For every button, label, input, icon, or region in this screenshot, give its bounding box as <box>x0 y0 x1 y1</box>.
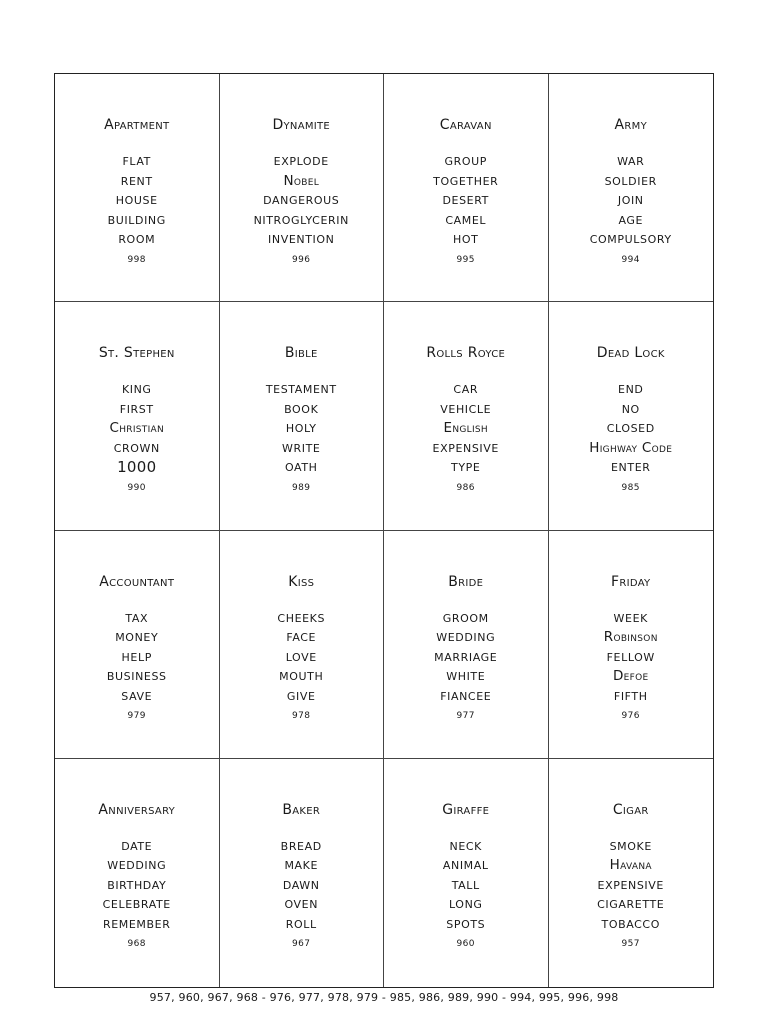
card-word: GROUP <box>444 155 487 168</box>
card-title: Kiss <box>288 573 315 590</box>
card-word: VEHICLE <box>440 402 492 416</box>
word-card <box>220 74 385 302</box>
card-word: SMOKE <box>609 839 652 853</box>
card-word: WEDDING <box>436 631 496 644</box>
card-word: MARRIAGE <box>434 650 498 664</box>
card-title: Dynamite <box>272 117 331 133</box>
word-card <box>220 302 385 530</box>
card-number: 978 <box>292 711 311 721</box>
card-word: TYPE <box>451 461 481 475</box>
card-word: Nobel <box>283 172 320 189</box>
card-word: CELEBRATE <box>102 898 171 912</box>
card-word: WEEK <box>613 611 648 625</box>
card-word: FACE <box>286 631 317 644</box>
card-title: St. Stephen <box>98 345 175 362</box>
card-number: 990 <box>127 482 146 493</box>
card-title: Apartment <box>104 117 170 133</box>
card-word: ROLL <box>285 917 317 931</box>
card-word: COMPULSORY <box>589 233 672 246</box>
card-number: 985 <box>621 482 640 493</box>
card-title: Friday <box>611 573 651 590</box>
card-word: CHEEKS <box>277 611 326 625</box>
card-word: END <box>618 383 644 397</box>
card-word: CLOSED <box>606 422 655 436</box>
card-number: 989 <box>292 482 311 493</box>
word-card <box>55 74 220 302</box>
card-word-list <box>108 152 166 250</box>
card-word-list <box>597 837 664 935</box>
card-word: MONEY <box>115 631 159 644</box>
card-word-list <box>434 609 497 707</box>
card-number: 979 <box>127 711 146 721</box>
card-word: SAVE <box>121 689 153 703</box>
card-word-list <box>604 609 658 707</box>
card-word: DANGEROUS <box>263 194 340 207</box>
word-card <box>549 531 714 759</box>
card-word: NO <box>621 402 640 416</box>
card-word: ANIMAL <box>442 859 489 873</box>
card-word: WHITE <box>446 670 486 683</box>
card-word: CROWN <box>113 441 160 455</box>
word-card <box>549 302 714 530</box>
card-word: DATE <box>121 839 153 853</box>
card-number: 996 <box>292 254 311 265</box>
card-word-list <box>433 152 498 250</box>
card-word: DAWN <box>282 878 320 892</box>
card-word: AGE <box>618 213 644 227</box>
footer-number-list: 957, 960, 967, 968 - 976, 977, 978, 979 - 985, 986, 989, 990 - 994, 995, 996, 998 <box>149 991 619 1004</box>
card-word: TESTAMENT <box>265 383 337 397</box>
card-number: 976 <box>621 711 640 721</box>
card-word: JOIN <box>617 194 644 207</box>
card-word: SOLDIER <box>604 174 657 188</box>
card-title: Dead Lock <box>596 345 665 362</box>
card-word: KING <box>121 383 152 397</box>
card-word: INVENTION <box>268 233 335 246</box>
card-word: LONG <box>448 898 483 912</box>
card-word: WAR <box>617 155 645 168</box>
word-card <box>220 531 385 759</box>
card-word: DESERT <box>442 194 489 207</box>
card-word: REMEMBER <box>103 917 171 931</box>
card-word-list <box>107 609 167 707</box>
card-word: FIANCEE <box>440 689 492 703</box>
card-word: MAKE <box>284 859 319 873</box>
card-word: FLAT <box>122 155 151 168</box>
card-word-list <box>109 380 164 478</box>
card-word-list <box>103 837 171 935</box>
card-word: WRITE <box>282 441 321 455</box>
card-word: OVEN <box>284 898 319 912</box>
word-card <box>384 531 549 759</box>
card-title: Anniversary <box>98 801 176 818</box>
card-word: FIFTH <box>613 689 648 703</box>
card-grid <box>54 73 714 988</box>
card-word: EXPENSIVE <box>432 441 499 455</box>
card-word: NITROGLYCERIN <box>253 213 349 227</box>
card-word: HELP <box>121 650 152 664</box>
card-title: Rolls Royce <box>426 345 506 362</box>
card-word: EXPENSIVE <box>597 878 664 892</box>
card-word: TOBACCO <box>601 917 660 931</box>
card-word: Robinson <box>603 629 658 645</box>
card-title: Accountant <box>99 573 175 590</box>
card-number: 968 <box>127 939 146 950</box>
card-word-list <box>433 380 499 478</box>
card-title: Bible <box>284 345 318 362</box>
word-card <box>55 531 220 759</box>
card-word: CIGARETTE <box>597 898 665 912</box>
word-card <box>384 302 549 530</box>
card-word: WEDDING <box>107 859 167 873</box>
card-word-list <box>281 837 322 935</box>
card-word: FELLOW <box>606 650 655 664</box>
card-word: GROOM <box>442 611 489 625</box>
card-word: HOUSE <box>115 194 158 207</box>
card-number: 995 <box>456 254 475 265</box>
card-number: 957 <box>621 939 640 950</box>
card-title: Cigar <box>612 801 649 818</box>
card-title: Caravan <box>439 117 492 133</box>
card-word: BUSINESS <box>106 670 167 683</box>
card-word: HOLY <box>285 422 317 436</box>
card-word: SPOTS <box>446 917 486 931</box>
card-word: GIVE <box>286 689 316 703</box>
card-word: Highway Code <box>589 439 673 456</box>
card-number: 994 <box>621 254 640 265</box>
card-word-list <box>254 152 349 250</box>
word-card <box>549 74 714 302</box>
card-word: MOUTH <box>279 670 324 683</box>
card-word: CAR <box>453 383 479 397</box>
word-card <box>384 74 549 302</box>
card-word-list <box>589 380 672 478</box>
card-word: LOVE <box>285 650 317 664</box>
card-word: ENTER <box>611 461 651 475</box>
card-title: Army <box>614 117 647 133</box>
card-word: FIRST <box>119 402 154 416</box>
card-word-list <box>266 380 337 478</box>
card-number: 998 <box>127 254 146 265</box>
card-number: 986 <box>456 482 475 493</box>
card-word: BUILDING <box>107 213 166 227</box>
word-card <box>384 759 549 987</box>
card-title: Baker <box>282 801 321 818</box>
card-word: HOT <box>453 233 479 246</box>
card-word: English <box>443 420 488 437</box>
card-word: 1000 <box>117 458 157 477</box>
card-word: Havana <box>609 857 652 874</box>
word-card <box>55 302 220 530</box>
word-card <box>220 759 385 987</box>
card-title: Giraffe <box>442 801 490 818</box>
card-word-list <box>590 152 672 250</box>
card-number: 960 <box>456 939 475 950</box>
card-word-list <box>277 609 325 707</box>
card-word: Defoe <box>612 668 649 684</box>
word-card <box>549 759 714 987</box>
card-word: Christian <box>109 420 165 437</box>
card-word: TAX <box>125 611 149 625</box>
card-word: ROOM <box>118 233 156 246</box>
word-card <box>55 759 220 987</box>
card-word: BIRTHDAY <box>107 878 167 892</box>
card-word: EXPLODE <box>273 155 329 168</box>
card-word: TALL <box>451 878 480 892</box>
card-word: BREAD <box>280 839 322 853</box>
card-number: 967 <box>292 939 311 950</box>
card-word: TOGETHER <box>433 174 499 188</box>
card-word: RENT <box>120 174 153 188</box>
card-word: NECK <box>449 839 482 853</box>
card-number: 977 <box>456 711 475 721</box>
card-word: BOOK <box>284 402 319 416</box>
card-word-list <box>443 837 489 935</box>
card-title: Bride <box>448 573 484 590</box>
card-word: OATH <box>284 461 318 475</box>
card-word: CAMEL <box>445 213 487 227</box>
